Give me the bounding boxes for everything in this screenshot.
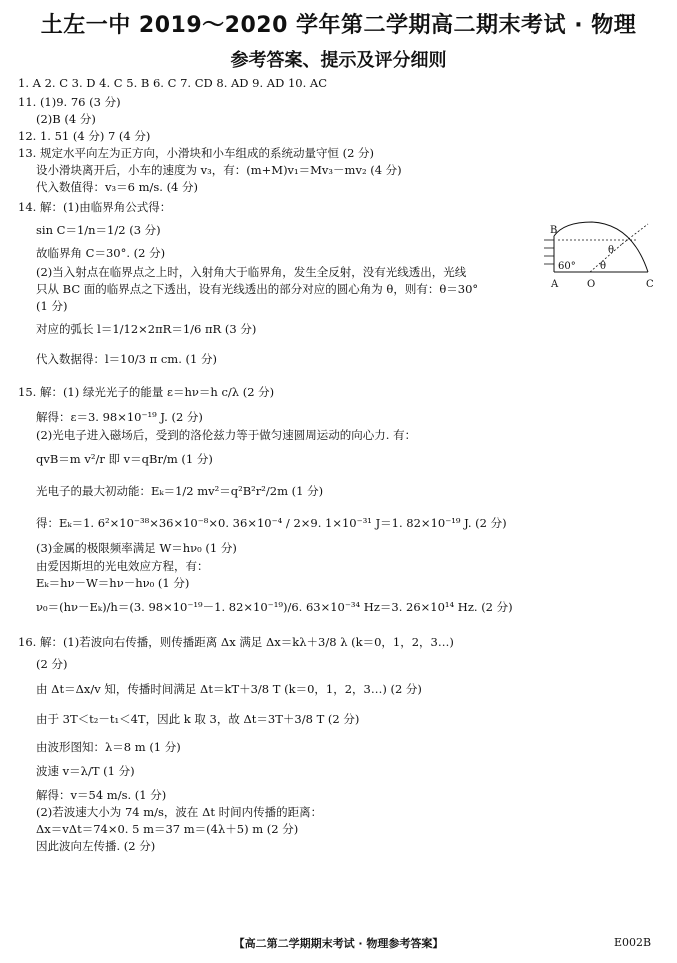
label-c: C xyxy=(646,279,654,290)
answer-15-line10: ν₀＝(hν－Eₖ)/h＝(3. 98×10⁻¹⁹－1. 82×10⁻¹⁹)/6. 63×10⁻³⁴ Hz＝3. 26×10¹⁴ Hz. (2 分) xyxy=(36,600,513,614)
answer-16-line9: Δx＝vΔt＝74×0. 5 m＝37 m＝(4λ＋5) m (2 分) xyxy=(36,822,299,836)
answer-14-line6: (1 分) xyxy=(36,299,68,313)
answer-14-line7: 对应的弧长 l＝1/12×2πR＝1/6 πR (3 分) xyxy=(36,322,257,336)
answer-16-line4: 由于 3T＜t₂－t₁＜4T，因此 k 取 3，故 Δt＝3T＋3/8 T (2 分) xyxy=(36,712,360,726)
answer-12: 12. 1. 51 (4 分) 7 (4 分) xyxy=(18,129,151,143)
answer-14-line5: 只从 BC 面的临界点之下透出，设有光线透出的部分对应的圆心角为 θ，则有：θ＝30° xyxy=(36,282,479,296)
answer-16-line5: 由波形图知：λ＝8 m (1 分) xyxy=(36,740,181,754)
answer-15-line9: Eₖ＝hν－W＝hν－hν₀ (1 分) xyxy=(36,576,190,590)
answer-15-line3: (2)光电子进入磁场后，受到的洛伦兹力等于做匀速圆周运动的向心力. 有： xyxy=(36,428,417,442)
label-theta-2: θ xyxy=(600,261,607,272)
answer-13-line3: 代入数值得：v₃＝6 m/s. (4 分) xyxy=(36,180,199,194)
answer-11-part1: 11. (1)9. 76 (3 分) xyxy=(18,95,121,109)
answer-15-line8: 由爱因斯坦的光电效应方程，有： xyxy=(36,559,209,573)
answer-14-line3: 故临界角 C＝30°. (2 分) xyxy=(36,246,166,260)
document-code: E002B xyxy=(614,936,652,949)
answer-16-line3: 由 Δt＝Δx/v 知，传播时间满足 Δt＝kT＋3/8 T (k＝0，1，2，3…) (2 分) xyxy=(36,682,422,696)
label-o: O xyxy=(587,279,596,290)
answer-15-line2: 解得：ε＝3. 98×10⁻¹⁹ J. (2 分) xyxy=(36,410,203,424)
answer-16-line1: 16. 解：(1)若波向右传播，则传播距离 Δx 满足 Δx＝kλ＋3/8 λ (k＝0，1，2，3…) xyxy=(18,635,454,649)
answer-15-line5: 光电子的最大初动能：Eₖ＝1/2 mv²＝q²B²r²/2m (1 分) xyxy=(36,484,324,498)
footer-title: 【高二第二学期期末考试 · 物理参考答案】 xyxy=(233,937,444,950)
answer-15-line1: 15. 解：(1) 绿光光子的能量 ε＝hν＝h c/λ (2 分) xyxy=(18,385,275,399)
answer-13-line2: 设小滑块离开后，小车的速度为 v₃，有：(m+M)v₁＝Mv₃－mv₂ (4 分) xyxy=(36,163,402,177)
answer-16-line8: (2)若波速大小为 74 m/s，波在 Δt 时间内传播的距离： xyxy=(36,805,323,819)
answer-14-line4: (2)当入射点在临界点之上时，入射角大于临界角，发生全反射，没有光线透出，光线 xyxy=(36,265,467,279)
label-a: A xyxy=(551,279,559,290)
label-b: B xyxy=(550,225,558,236)
answer-14-line8: 代入数据得：l＝10/3 π cm. (1 分) xyxy=(36,352,217,366)
semicircle-prism-diagram xyxy=(540,216,660,292)
answer-14-line2: sin C＝1/n＝1/2 (3 分) xyxy=(36,223,161,237)
answer-15-line7: (3)金属的极限频率满足 W＝hν₀ (1 分) xyxy=(36,541,237,555)
answer-15-line4: qvB＝m v²/r 即 v＝qBr/m (1 分) xyxy=(36,452,213,466)
answer-15-line6: 得：Eₖ＝1. 6²×10⁻³⁸×36×10⁻⁸×0. 36×10⁻⁴ / 2×9. 1×10⁻³¹ J＝1. 82×10⁻¹⁹ J. (2 分) xyxy=(36,516,507,530)
label-theta-1: θ xyxy=(608,245,615,256)
normal-line xyxy=(622,224,648,244)
page-subtitle: 参考答案、提示及评分细则 xyxy=(230,50,447,71)
answer-16-line2: (2 分) xyxy=(36,657,68,671)
answer-16-line6: 波速 v＝λ/T (1 分) xyxy=(36,764,135,778)
page-title: 土左一中 2019～2020 学年第二学期高二期末考试 · 物理 xyxy=(40,13,637,38)
label-60-deg: 60° xyxy=(558,261,576,272)
answer-11-part2: (2)B (4 分) xyxy=(36,112,96,126)
answer-16-line7: 解得：v＝54 m/s. (1 分) xyxy=(36,788,167,802)
answer-16-line10: 因此波向左传播. (2 分) xyxy=(36,839,156,853)
answer-14-line1: 14. 解：(1)由临界角公式得： xyxy=(18,200,172,214)
mc-answers: 1. A 2. C 3. D 4. C 5. B 6. C 7. CD 8. AD 9. AD 10. AC xyxy=(18,76,328,90)
answer-13-line1: 13. 规定水平向左为正方向，小滑块和小车组成的系统动量守恒 (2 分) xyxy=(18,146,375,160)
